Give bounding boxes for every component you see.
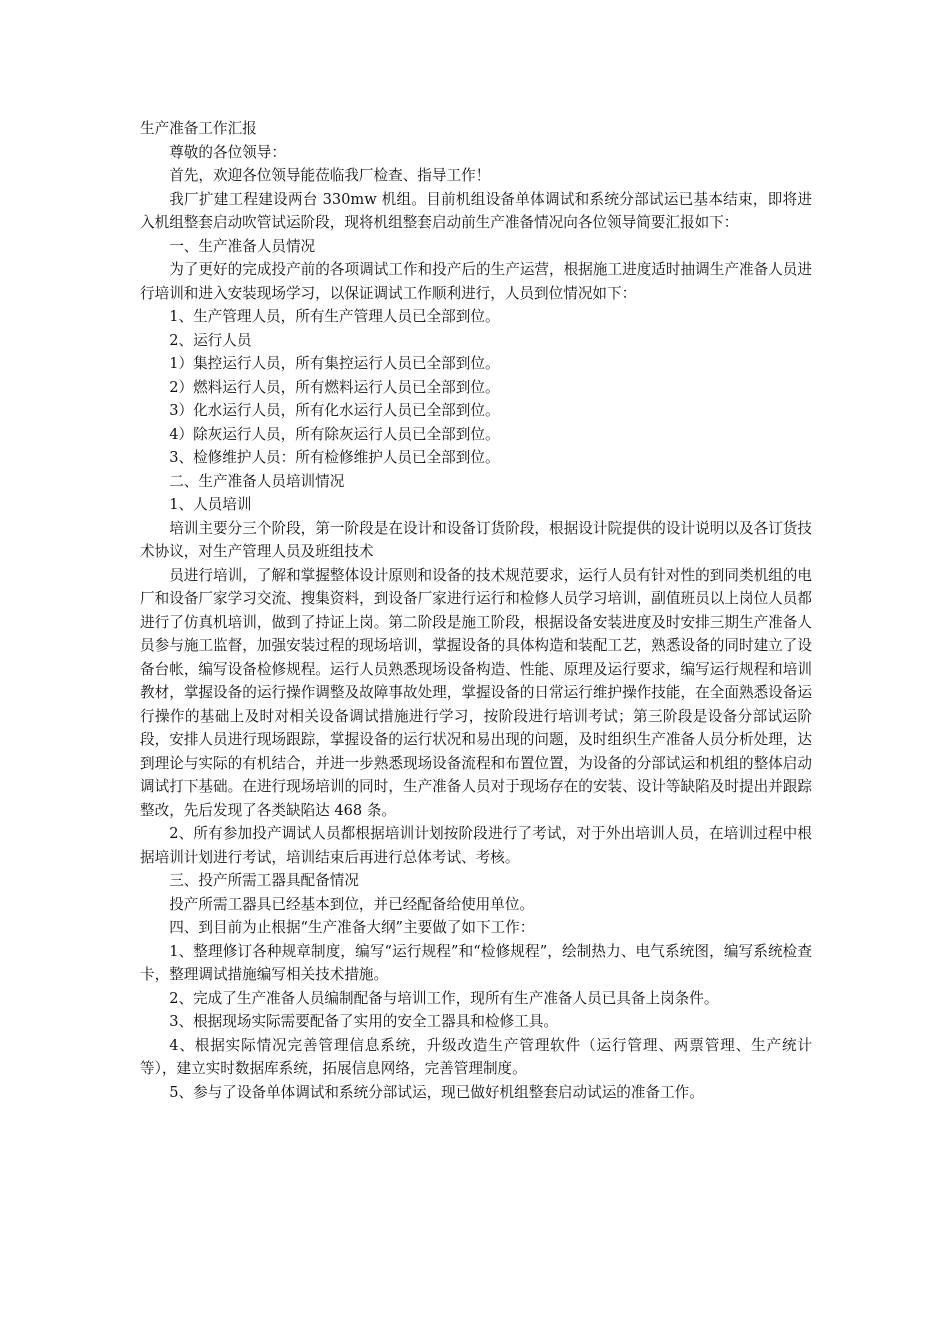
list-item: 4）除灰运行人员，所有除灰运行人员已全部到位。 [169, 425, 500, 443]
training-paragraph-1: 培训主要分三个阶段，第一阶段是在设计和设备订货阶段，根据设计院提供的设计说明以及各订货技术协议，对生产管理人员及班组技术 [140, 519, 812, 560]
list-item: 3、根据现场实际需要配备了实用的安全工器具和检修工具。 [169, 1013, 558, 1030]
list-item: 4、根据实际情况完善管理信息系统，升级改造生产管理软件（运行管理、两票管理、生产统计等），建立实时数据库系统，拓展信息网络，完善管理制度。 [140, 1036, 812, 1077]
list-item: 1）集控运行人员，所有集控运行人员已全部到位。 [169, 355, 500, 372]
training-exam-paragraph: 2、所有参加投产调试人员都根据培训计划按阶段进行了考试，对于外出培训人员，在培训过程中根据培训计划进行考试，培训结束后再进行总体考试、考核。 [140, 825, 812, 866]
list-item: 3、检修维护人员：所有检修维护人员已全部到位。 [169, 449, 500, 466]
section-heading-1: 一、生产准备人员情况 [169, 237, 316, 255]
intro-paragraph: 我厂扩建工程建设两台 330mw 机组。目前机组设备单体调试和系统分部试运已基本结束，即将进入机组整套启动吹管试运阶段，现将机组整套启动前生产准备情况向各位领导简要汇报如下： [140, 190, 812, 231]
welcome-line: 首先，欢迎各位领导能莅临我厂检查、指导工作！ [169, 167, 491, 184]
document-title: 生产准备工作汇报 [140, 120, 257, 137]
list-item: 3）化水运行人员，所有化水运行人员已全部到位。 [169, 402, 500, 419]
list-item: 2、运行人员 [169, 331, 252, 349]
section-1-paragraph: 为了更好的完成投产前的各项调试工作和投产后的生产运营，根据施工进度适时抽调生产准备人员进行培训和进入安装现场学习，以保证调试工作顺利进行，人员到位情况如下： [140, 261, 812, 302]
section-heading-4: 四、到目前为止根据“生产准备大纲”主要做了如下工作： [169, 919, 535, 936]
section-heading-2: 二、生产准备人员培训情况 [169, 472, 345, 490]
list-item: 1、整理修订各种规章制度，编写“运行规程”和“检修规程”，绘制热力、电气系统图，编写系统检查卡，整理调试措施编写相关技术措施。 [140, 942, 812, 983]
list-item: 2、完成了生产准备人员编制配备与培训工作，现所有生产准备人员已具备上岗条件。 [169, 989, 719, 1007]
list-item: 1、生产管理人员，所有生产管理人员已全部到位。 [169, 308, 500, 325]
training-paragraph-2: 员进行培训，了解和掌握整体设计原则和设备的技术规范要求，运行人员有针对性的到同类机组的电厂和设备厂家学习交流、搜集资料，到设备厂家进行运行和检修人员学习培训，副值班员以上岗位人员都进行了仿真机培训，做到了持证上岗。第二阶段是施工阶段，根据设备安装进度及时安排三期生产准备人员参与施工监督，加强安装过程的现场培训，掌握设备的具体构造和装配工艺，熟悉设备的同时建立了设备台帐，编写设备检修规程。运行人员熟悉现场设备构造、性能、原理及运行要求，编写运行规程和培训教材，掌握设备的运行操作调整及故障事故处理，掌握设备的日常运行维护操作技能，在全面熟悉设备运行操作的基础上及时对相关设备调试措施进行学习，按阶段进行培训考试；第三阶段是设备分部试运阶段，安排人员进行现场跟踪，掌握设备的运行状况和易出现的问题，及时组织生产准备人员分析处理，达到理论与实际的有机结合，并进一步熟悉现场设备流程和布置位置，为设备的分部试运和机组的整体启动调试打下基础。在进行现场培训的同时，生产准备人员对于现场存在的安装、设计等缺陷及时提出并跟踪整改，先后发现了各类缺陷达 468 条。 [140, 566, 812, 819]
document-page [140, 117, 812, 1104]
section-heading-3: 三、投产所需工器具配备情况 [169, 872, 359, 889]
greeting: 尊敬的各位领导： [169, 143, 286, 161]
subsection-heading: 1、人员培训 [169, 496, 252, 513]
list-item: 5、参与了设备单体调试和系统分部试运，现已做好机组整套启动试运的准备工作。 [169, 1083, 704, 1101]
section-3-paragraph: 投产所需工器具已经基本到位，并已经配备给使用单位。 [169, 895, 535, 913]
list-item: 2）燃料运行人员，所有燃料运行人员已全部到位。 [169, 378, 500, 396]
